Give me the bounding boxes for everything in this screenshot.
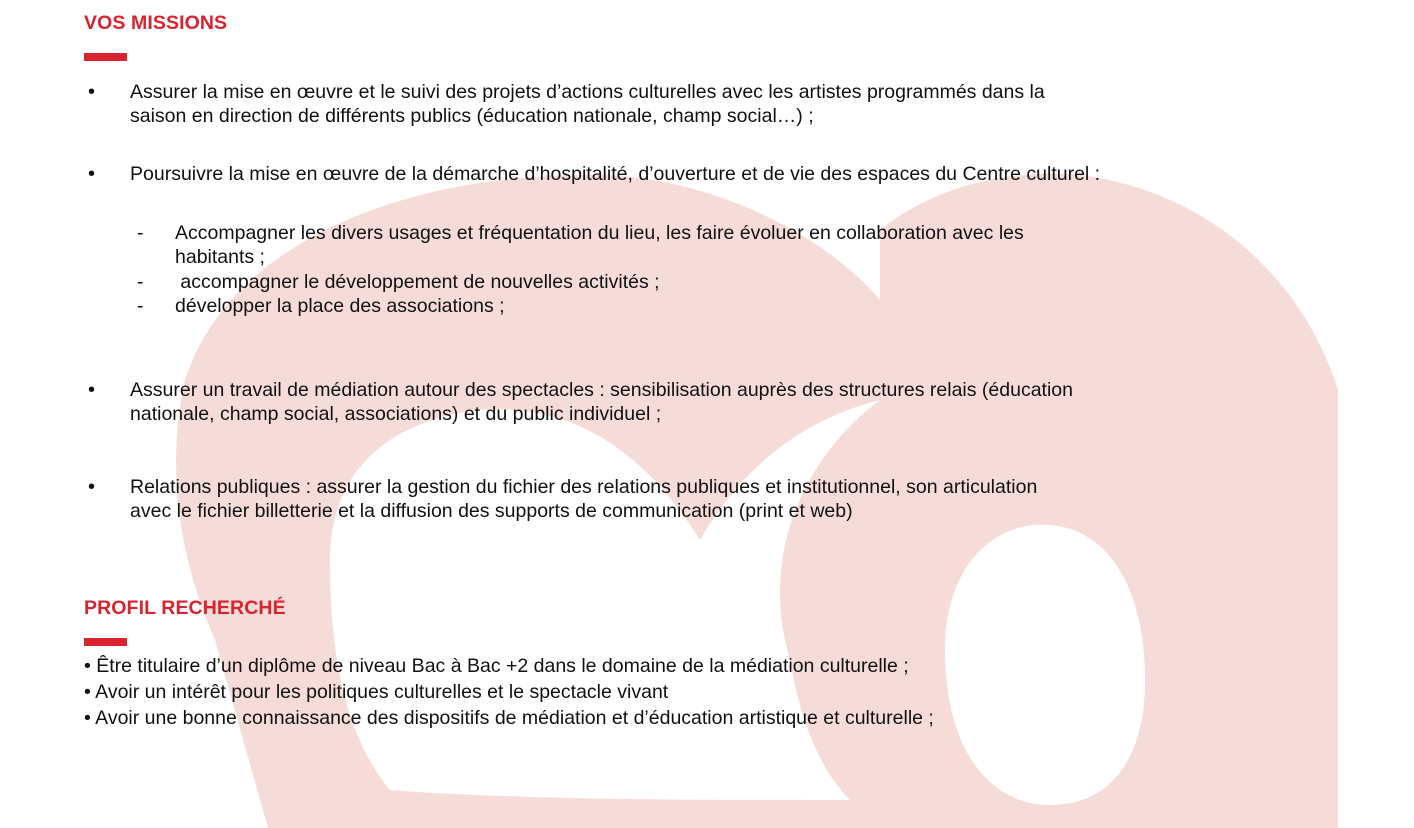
mission-2-sub-3: développer la place des associations ; bbox=[175, 295, 505, 317]
mission-2-sub-1-line-1: Accompagner les divers usages et fréquentation du lieu, les faire évoluer en collaboration avec les bbox=[175, 222, 1024, 244]
profile-item: • Avoir un intérêt pour les politiques culturelles et le spectacle vivant bbox=[84, 681, 669, 703]
mission-2-text: Poursuivre la mise en œuvre de la démarche d’hospitalité, d’ouverture et de vie des espaces du Centre culturel : bbox=[130, 163, 1101, 185]
section-title-profile: PROFIL RECHERCHÉ bbox=[84, 597, 286, 619]
mission-4-line-2: avec le fichier billetterie et la diffusion des supports de communication (print et web) bbox=[130, 500, 853, 522]
mission-3-line-1: Assurer un travail de médiation autour des spectacles : sensibilisation auprès des structures relais (éducation bbox=[130, 379, 1073, 401]
mission-2-sub-1-line-2: habitants ; bbox=[175, 246, 265, 268]
profile-item: • Avoir une bonne connaissance des dispositifs de médiation et d’éducation artistique et culturelle ; bbox=[84, 707, 934, 729]
section-title-missions: VOS MISSIONS bbox=[84, 12, 228, 34]
bullet-icon: • bbox=[88, 81, 96, 103]
mission-1-line-2: saison en direction de différents publics (éducation nationale, champ social…) ; bbox=[130, 105, 814, 127]
mission-4-line-1: Relations publiques : assurer la gestion du fichier des relations publiques et institutionnel, son articulation bbox=[130, 476, 1038, 498]
bullet-icon: • bbox=[88, 163, 96, 185]
mission-1-line-1: Assurer la mise en œuvre et le suivi des projets d’actions culturelles avec les artistes programmés dans la bbox=[130, 81, 1045, 103]
dash-marker: - bbox=[137, 222, 144, 244]
bullet-icon: • bbox=[88, 379, 96, 401]
mission-3-line-2: nationale, champ social, associations) et du public individuel ; bbox=[130, 403, 662, 425]
dash-marker: - bbox=[137, 271, 144, 293]
dash-marker: - bbox=[137, 295, 144, 317]
mission-2-sub-2: accompagner le développement de nouvelles activités ; bbox=[175, 271, 660, 293]
section-title-underline bbox=[84, 53, 127, 61]
profile-item: • Être titulaire d’un diplôme de niveau Bac à Bac +2 dans le domaine de la médiation culturelle ; bbox=[84, 655, 909, 677]
section-title-underline bbox=[84, 638, 127, 646]
bullet-icon: • bbox=[88, 476, 96, 498]
